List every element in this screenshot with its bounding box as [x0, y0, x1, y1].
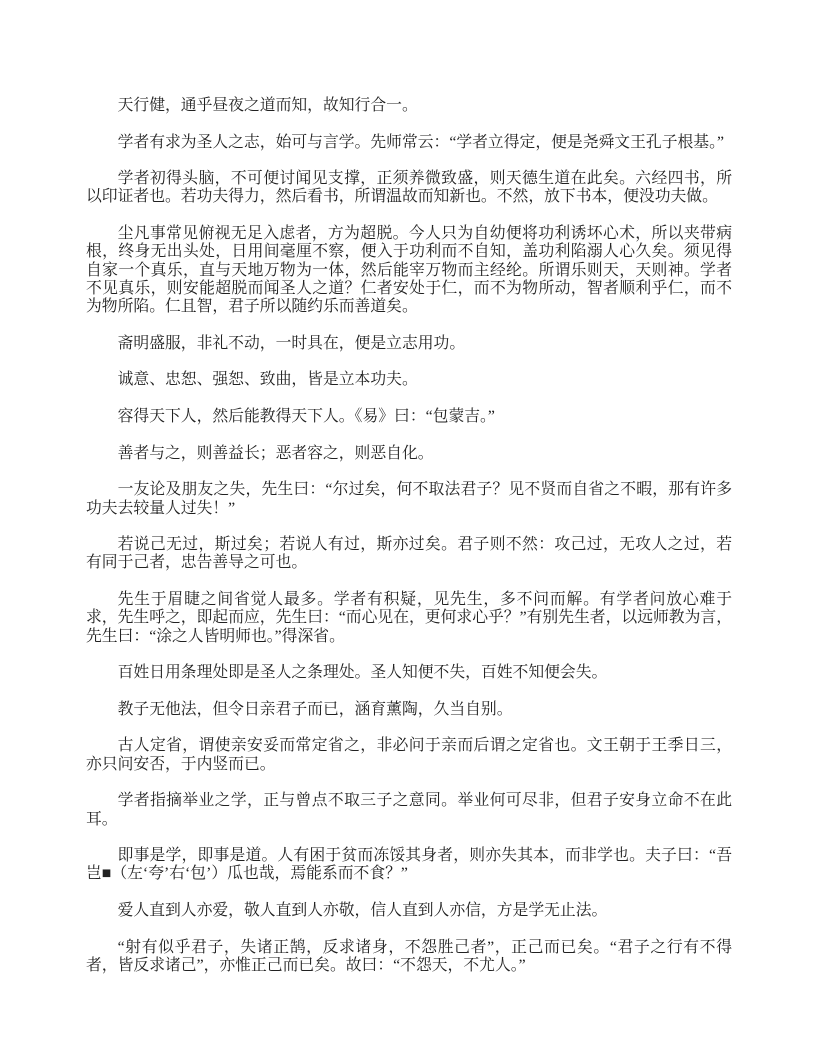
- paragraph: 先生于眉睫之间省觉人最多。学者有积疑，见先生，多不问而解。有学者问放心难于求，先生呼之，即起而应，先生曰：“而心见在，更何求心乎？”有别先生者，以远师教为言，先生曰：“涂之人皆明师也。”得深省。: [86, 591, 732, 645]
- paragraph: 百姓日用条理处即是圣人之条理处。圣人知便不失，百姓不知便会失。: [117, 664, 608, 682]
- paragraph: “射有似乎君子，失诸正鹄，反求诸身，不怨胜己者”，正己而已矣。“君子之行有不得者，皆反求诸己”，亦惟正己而已矣。故曰：“不怨天，不尤人。”: [86, 938, 732, 974]
- paragraph: 容得天下人，然后能教得天下人。《易》曰：“包蒙吉。”: [117, 408, 495, 426]
- paragraph: 爱人直到人亦爱，敬人直到人亦敬，信人直到人亦信，方是学无止法。: [117, 902, 608, 920]
- paragraph: 善者与之，则善益长；恶者容之，则恶自化。: [117, 444, 434, 462]
- document-body: [86, 97, 732, 975]
- paragraph: 学者有求为圣人之志，始可与言学。先师常云：“学者立得定，便是尧舜文王孔子根基。”: [117, 133, 724, 151]
- paragraph: 教子无他法，但令日亲君子而已，涵育薰陶，久当自别。: [117, 700, 513, 718]
- paragraph: 学者指摘举业之学，正与曾点不取三子之意同。举业何可尽非，但君子安身立命不在此耳。: [86, 792, 732, 828]
- paragraph: 古人定省，谓使亲安妥而常定省之，非必问于亲而后谓之定省也。文王朝于王季日三，亦只问安否，于内竖而已。: [86, 737, 732, 773]
- paragraph: 若说己无过，斯过矣；若说人有过，斯亦过矣。君子则不然：攻己过，无攻人之过，若有同于己者，忠告善导之可也。: [86, 536, 732, 572]
- paragraph: 斋明盛服，非礼不动，一时具在，便是立志用功。: [117, 334, 466, 352]
- paragraph: 诚意、忠恕、强恕、致曲，皆是立本功夫。: [117, 371, 418, 389]
- paragraph: 即事是学，即事是道。人有困于贫而冻馁其身者，则亦失其本，而非学也。夫子曰：“吾岂■（左‘夸’右‘包’）瓜也哉，焉能系而不食？”: [86, 847, 732, 883]
- paragraph: 天行健，通乎昼夜之道而知，故知行合一。: [117, 97, 418, 114]
- paragraph: 一友论及朋友之失，先生曰：“尔过矣，何不取法君子？见不贤而自省之不暇，那有许多功夫去较量人过失！”: [86, 481, 732, 517]
- paragraph: 学者初得头脑，不可便讨闻见支撑，正须养微致盛，则天德生道在此矣。六经四书，所以印证者也。若功夫得力，然后看书，所谓温故而知新也。不然，放下书本，便没功夫做。: [86, 170, 732, 206]
- paragraph: 尘凡事常见俯视无足入虑者，方为超脱。今人只为自幼便将功利诱坏心术，所以夹带病根，终身无出头处，日用间毫厘不察，便入于功利而不自知，盖功利陷溺人心久矣。须见得自家一个真乐，直与天地万物为一体，然后能宰万物而主经纶。所谓乐则天，天则神。学者不见真乐，则安能超脱而闻圣人之道？仁者安处于仁，而不为物所动，智者顺利乎仁，而不为物所陷。仁且智，君子所以随约乐而善道矣。: [86, 225, 732, 316]
